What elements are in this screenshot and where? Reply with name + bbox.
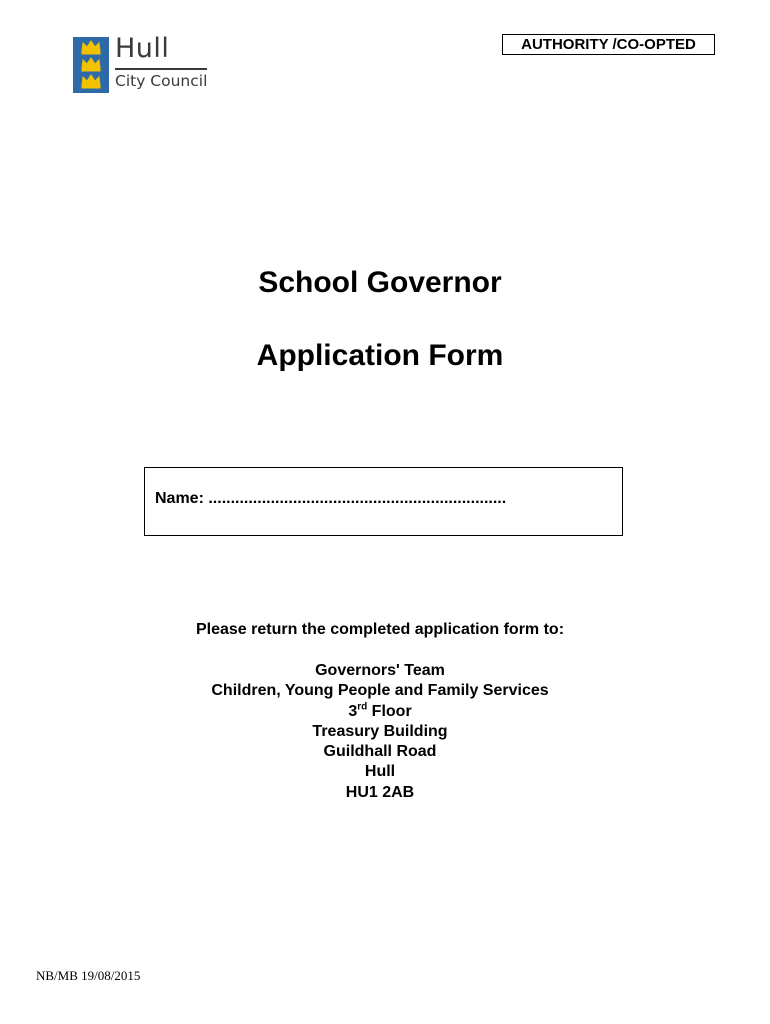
- address-city: Hull: [364, 763, 396, 781]
- name-field[interactable]: Name: ...................................................................: [155, 490, 507, 507]
- return-heading: Please return the completed application form to:: [195, 621, 565, 638]
- form-title-line2: Application Form: [256, 339, 504, 372]
- floor-suffix: rd: [357, 701, 368, 713]
- floor-number: 3: [348, 702, 358, 720]
- form-title-line1: School Governor: [258, 266, 502, 299]
- address-postcode: HU1 2AB: [345, 783, 415, 801]
- hull-city-council-logo: [73, 33, 213, 95]
- address-building: Treasury Building: [312, 722, 448, 740]
- address-floor: [0, 702, 760, 722]
- footer-reference: NB/MB 19/08/2015: [36, 968, 141, 983]
- logo-subtitle: City Council: [115, 72, 208, 90]
- logo-divider: [115, 68, 207, 70]
- category-tag: AUTHORITY /CO-OPTED: [502, 34, 715, 55]
- floor-word: Floor: [367, 702, 412, 720]
- address-team: Governors' Team: [315, 662, 445, 679]
- three-crowns-icon: [73, 37, 109, 93]
- name-box: [144, 467, 623, 536]
- address-department: Children, Young People and Family Services: [211, 682, 549, 700]
- address-road: Guildhall Road: [323, 743, 437, 761]
- return-address: [0, 661, 760, 803]
- logo-name: Hull: [115, 33, 170, 64]
